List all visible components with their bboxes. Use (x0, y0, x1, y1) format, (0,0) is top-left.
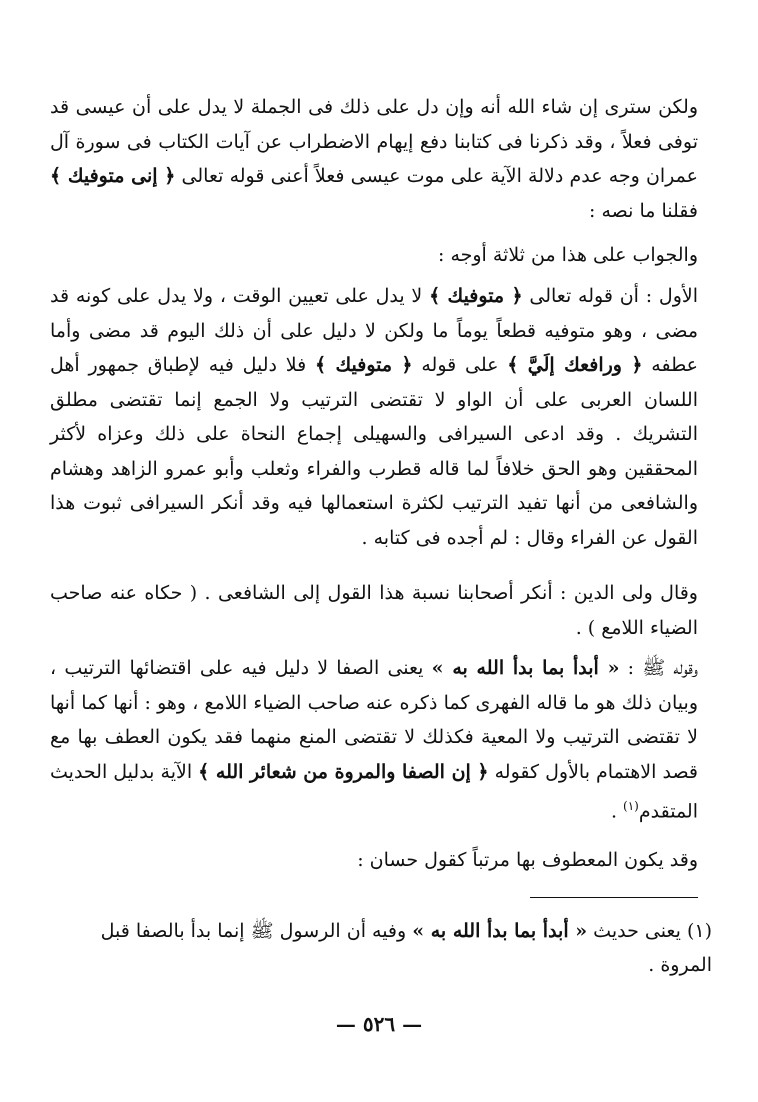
footnote-text: يعنى حديث (587, 920, 687, 942)
paragraph-text: والجواب على هذا من ثلاثة أوجه : (438, 244, 698, 266)
quran-quote: ﴿ إنى متوفيك ﴾ (50, 165, 176, 187)
paragraph-1 (50, 90, 698, 228)
paragraph-text: وقال ولى الدين : أنكر أصحابنا نسبة هذا القول إلى الشافعى . ( حكاه عنه صاحب الضياء اللامع ) . (50, 582, 698, 639)
paragraph-text: . (610, 800, 624, 823)
paragraph-text: الأول : أن قوله تعالى (522, 285, 698, 307)
hadith-quote: « أبدأ بما بدأ الله به » (431, 657, 620, 679)
footnote-text: وفيه أن الرسول ﷺ إنما بدأ بالصفا قبل المروة . (100, 920, 712, 976)
quran-quote: ﴿ ورافعك إلَيَّ ﴾ (507, 354, 643, 376)
footnote-number: (١) (686, 920, 712, 942)
quran-quote: ﴿ متوفيك ﴾ (314, 354, 413, 376)
paragraph-text: ولكن سترى إن شاء الله أنه وإن دل على ذلك فى الجملة لا يدل على أن عيسى قد توفى فعلاً ، وقد ذكرنا فى كتابنا دفع إيهام الاضطراب عن آيات الكتاب فى سورة آل عمران وجه عدم دلالة الآية على موت عيسى فعلاً أعنى قوله تعالى (50, 96, 698, 187)
footnote-marker: (١) (623, 799, 639, 813)
paragraph-text: يعنى الصفا لا دليل فيه على اقتضائها الترتيب ، وبيان ذلك هو ما قاله الفهرى كما ذكره عنه صاحب الضياء اللامع ، وهو : أنها كما أنها لا تقتضى الترتيب ولا المعية فكذلك لا تقتضى المنع منهما فقد يكون العطف بها مع قصد الاهتمام بالأول كقوله (50, 657, 698, 783)
quran-quote: ﴿ متوفيك ﴾ (429, 285, 523, 307)
footnote (50, 914, 712, 982)
paragraph-2 (50, 238, 698, 273)
footnote-divider (530, 897, 698, 898)
paragraph-text: وقوله ﷺ : (619, 657, 698, 679)
paragraph-5 (50, 651, 698, 829)
paragraph-text: فلا دليل فيه لإطباق جمهور أهل اللسان العربى على أن الواو لا تقتضى الترتيب ولا الجمع إنما تقتضى مطلق التشريك . وقد ادعى السيرافى والسهيلى إجماع النحاة على ذلك وعزاه لأكثر المحققين وهو الحق خلافاً لما قاله قطرب والفراء وثعلب وأبو عمرو الزاهد وهشام والشافعى من أنها تفيد الترتيب لكثرة استعمالها فيه وقد أنكر السيرافى ثبوت هذا القول عن الفراء وقال : لم أجده فى كتابه . (50, 354, 698, 549)
paragraph-3 (50, 279, 698, 555)
paragraph-text: على قوله (412, 354, 508, 376)
paragraph-6 (50, 843, 698, 878)
paragraph-4 (50, 576, 698, 645)
paragraph-text: الآية بدليل الحديث المتقدم (50, 760, 698, 823)
paragraph-text: فقلنا ما نصه : (589, 199, 698, 222)
hadith-quote: « أبدأ بما بدأ الله به » (412, 920, 588, 942)
page-number: — ٥٢٦ — (335, 1012, 423, 1036)
paragraph-text: لا يدل على تعيين الوقت ، ولا يدل على كونه قد مضى ، وهو متوفيه قطعاً يوماً ما ولكن لا دليل على أن ذلك اليوم قد مضى وأما عطفه (50, 285, 699, 376)
paragraph-text: وقد يكون المعطوف بها مرتباً كقول حسان : (357, 849, 698, 871)
quran-quote: ﴿ إن الصفا والمروة من شعائر الله ﴾ (198, 760, 489, 783)
